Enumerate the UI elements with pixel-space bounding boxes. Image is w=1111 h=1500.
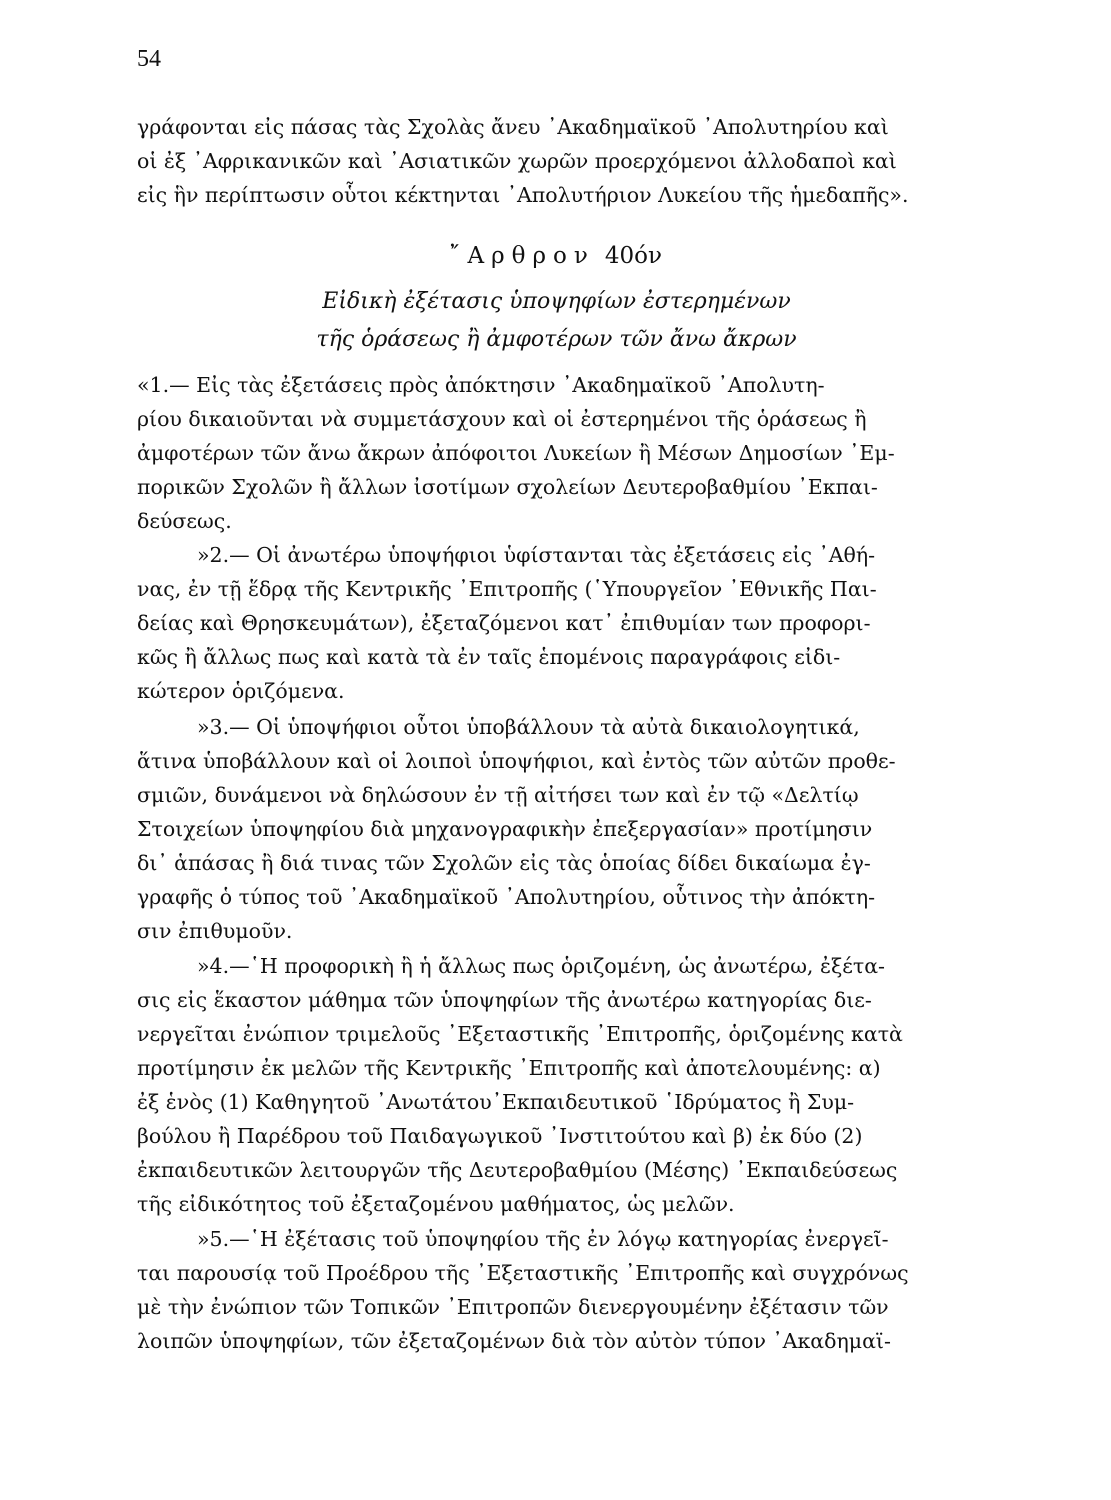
article-heading [0,239,1111,273]
article-label: ῎Αρθρον [449,243,595,269]
page-number: 54 [137,46,161,72]
article-subtitle: Εἰδικὴ ἐξέτασις ὑποψηφίων ἐστερημένων τῆς ὁράσεως ἢ ἀμφοτέρων τῶν ἄνω ἄκρων [316,289,797,352]
paragraph-1: «1.— Εἰς τὰς ἐξετάσεις πρὸς ἀπόκτησιν ᾿Ακαδημαϊκοῦ ᾿Απολυτη- ρίου δικαιοῦνται νὰ συμμετάσχουν καὶ οἱ ἐστερημένοι τῆς ὁράσεως ἢ ἀμφοτέρων τῶν ἄνω ἄκρων ἀπόφοιτοι Λυκείων ἢ Μέσων Δημοσίων ᾿Εμ- πορικῶν Σχολῶν ἢ ἄλλων ἰσοτίμων σχολείων Δευτεροβαθμίου ᾿Εκπαι- δεύσεως. [137,373,895,533]
paragraph-4: »4.—῾Η προφορικὴ ἢ ἡ ἄλλως πως ὁριζομένη, ὡς ἀνωτέρω, ἐξέτα- σις εἰς ἕκαστον μάθημα τῶν ὑποψηφίων τῆς ἀνωτέρω κατηγορίας διε- νεργεῖται ἐνώπιον τριμελοῦς ᾿Εξεταστικῆς ᾿Επιτροπῆς, ὁριζομένης κατὰ προτίμησιν ἐκ μελῶν τῆς Κεντρικῆς ᾿Επιτροπῆς καὶ ἀποτελουμένης: α) ἐξ ἑνὸς (1) Καθηγητοῦ ᾿Ανωτάτου᾿Εκπαιδευτικοῦ ῾Ιδρύματος ἢ Συμ- βούλου ἢ Παρέδρου τοῦ Παιδαγωγικοῦ ᾿Ινστιτούτου καὶ β) ἐκ δύο (2) ἐκπαιδευτικῶν λειτουργῶν τῆς Δευτεροβαθμίου (Μέσης) ᾿Εκπαιδεύσεως τῆς εἰδικότητος τοῦ ἐξεταζομένου μαθήματος, ὡς μελῶν. [137,954,903,1216]
paragraph-2: »2.— Οἱ ἀνωτέρω ὑποψήφιοι ὑφίστανται τὰς ἐξετάσεις εἰς ᾿Αθή- νας, ἐν τῇ ἕδρᾳ τῆς Κεντρικῆς ᾿Επιτροπῆς (῾Υπουργεῖον ᾿Εθνικῆς Παι- δείας καὶ Θρησκευμάτων), ἐξεταζόμενοι κατ᾿ ἐπιθυμίαν των προφορι- κῶς ἢ ἄλλως πως καὶ κατὰ τὰ ἐν ταῖς ἑπομένοις παραγράφοις εἰδι- κώτερον ὁριζόμενα. [137,543,877,703]
continuation-paragraph: γράφονται εἰς πάσας τὰς Σχολὰς ἄνευ ᾿Ακαδημαϊκοῦ ᾿Απολυτηρίου καὶ οἱ ἐξ ᾿Αφρικανικῶν καὶ ᾿Ασιατικῶν χωρῶν προερχόμενοι ἀλλοδαποὶ καὶ εἰς ἣν περίπτωσιν οὗτοι κέκτηνται ᾿Απολυτήριον Λυκείου τῆς ἡμεδαπῆς». [137,115,909,207]
article-number: 40όν [604,243,662,269]
paragraph-5: »5.—῾Η ἐξέτασις τοῦ ὑποψηφίου τῆς ἐν λόγῳ κατηγορίας ἐνεργεῖ- ται παρουσίᾳ τοῦ Προέδρου τῆς ᾿Εξεταστικῆς ᾿Επιτροπῆς καὶ συγχρόνως μὲ τὴν ἐνώπιον τῶν Τοπικῶν ᾿Επιτροπῶν διενεργουμένην ἐξέτασιν τῶν λοιπῶν ὑποψηφίων, τῶν ἐξεταζομένων διὰ τὸν αὐτὸν τύπον ᾿Ακαδημαϊ- [137,1227,909,1353]
paragraph-3: »3.— Οἱ ὑποψήφιοι οὗτοι ὑποβάλλουν τὰ αὐτὰ δικαιολογητικά, ἅτινα ὑποβάλλουν καὶ οἱ λοιποὶ ὑποψήφιοι, καὶ ἐντὸς τῶν αὐτῶν προθε- σμιῶν, δυνάμενοι νὰ δηλώσουν ἐν τῇ αἰτήσει των καὶ ἐν τῷ «Δελτίῳ Στοιχείων ὑποψηφίου διὰ μηχανογραφικὴν ἐπεξεργασίαν» προτίμησιν δι᾿ ἁπάσας ἢ διά τινας τῶν Σχολῶν εἰς τὰς ὁποίας δίδει δικαίωμα ἐγ- γραφῆς ὁ τύπος τοῦ ᾿Ακαδημαϊκοῦ ᾿Απολυτηρίου, οὗτινος τὴν ἀπόκτη- σιν ἐπιθυμοῦν. [137,715,896,943]
